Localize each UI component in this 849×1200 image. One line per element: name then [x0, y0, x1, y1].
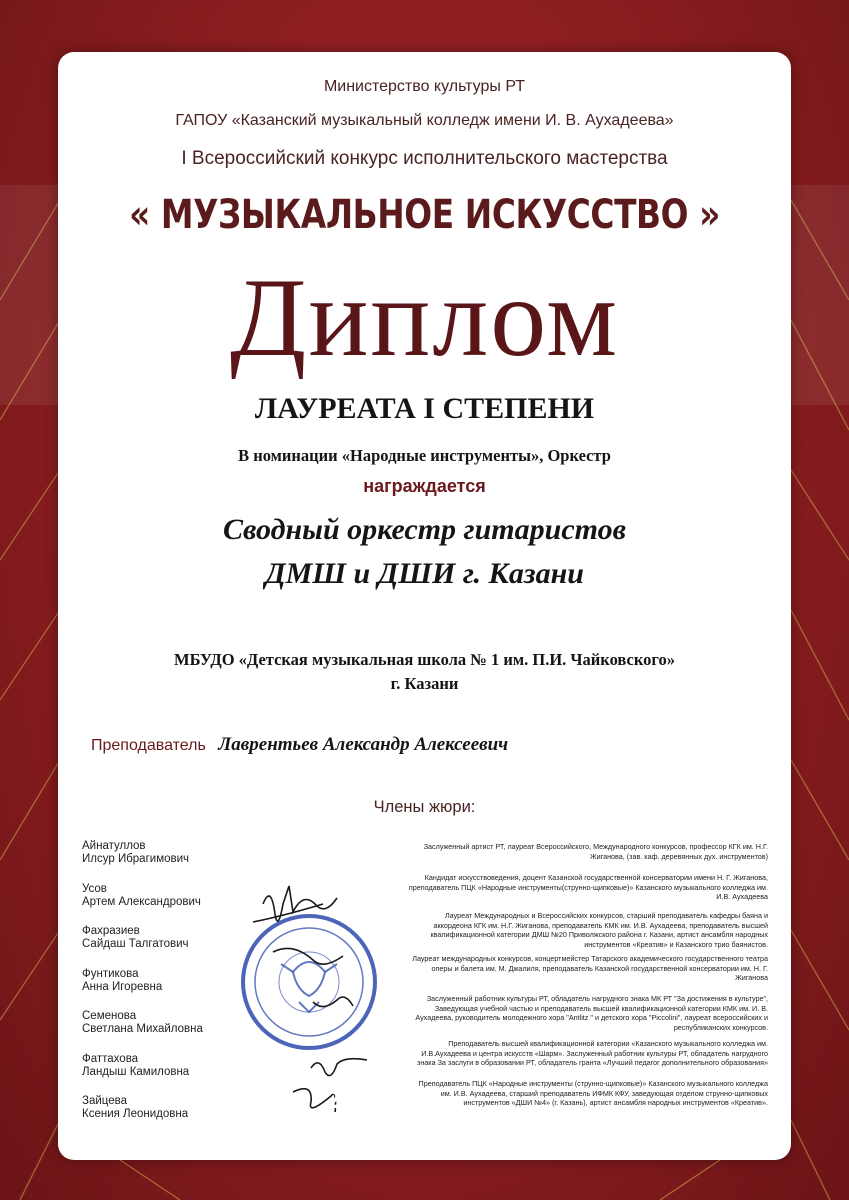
- jury-surname: Фаттахова: [82, 1052, 139, 1065]
- jury-given-name: Илсур Ибрагимович: [82, 853, 190, 865]
- jury-surname: Фунтикова: [82, 967, 139, 980]
- awarded-line: награждается: [363, 476, 486, 496]
- teacher-name: Лаврентьев Александр Алексеевич: [218, 734, 509, 755]
- jury-description: Лауреат Международных и Всероссийских конкурсов, старший преподаватель кафедры баяна и аккордеона КГК им. Н.Г. Жиганова, преподаватель КМК им. И.В. Аухадеева, преподаватель высшей квалификационной категории ДМШ №20 Приволжского района г. Казани, артист ансамбля народных инструментов «Креатив» и Казанского трио баянистов.: [430, 911, 768, 949]
- diploma-card: [58, 52, 791, 1160]
- recipient-line-2: ДМШ и ДШИ г. Казани: [265, 557, 584, 590]
- contest-line: I Всероссийский конкурс исполнительского мастерства: [181, 148, 668, 169]
- teacher-row: [91, 734, 508, 756]
- school-name: [58, 648, 791, 696]
- jury-description: Лауреат международных конкурсов, концертмейстер Татарского академического государственного театра оперы и балета им. М. Джалиля, преподаватель Казанской государственной консерватории им. Н. Г. Жиганова: [412, 954, 768, 982]
- jury-description: Кандидат искусствоведения, доцент Казанской государственной консерватории имени Н. Г. Жиганова, преподаватель ПЦК «Народные инструменты(струнно-щипковые)» Казанского музыкального колледжа им. И.В. Аухадеева: [408, 873, 768, 901]
- nomination-line: В номинации «Народные инструменты», Оркестр: [238, 446, 611, 465]
- year-label: 2024 г.: [327, 1088, 406, 1114]
- jury-member: [82, 1010, 242, 1053]
- jury-member: [82, 840, 242, 883]
- jury-description: Заслуженный работник культуры РТ, обладатель нагрудного знака МК РТ "За достижения в культуре", Заведующая учебной частью и преподаватель высшей квалификационной категории КМК им. И. В. Аухадеева, руководитель молодежного хора "Antlitz " и детского хора "Piccolini", лауреат всероссийских и республиканских конкурсов.: [415, 994, 768, 1032]
- jury-surname: Айнатуллов: [82, 840, 146, 852]
- jury-given-name: Ландыш Камиловна: [82, 1065, 190, 1078]
- teacher-label: Преподаватель: [91, 737, 206, 754]
- ministry-line: Министерство культуры РТ: [323, 78, 526, 95]
- degree-heading: ЛАУРЕАТА I СТЕПЕНИ: [254, 392, 595, 425]
- jury-given-name: Сайдаш Талгатович: [82, 938, 189, 950]
- jury-given-name: Анна Игоревна: [82, 980, 163, 993]
- jury-surname: Усов: [82, 882, 107, 895]
- jury-surname: Семенова: [82, 1010, 137, 1022]
- diploma-heading: Диплом: [230, 256, 619, 380]
- jury-description: Преподаватель ПЦК «Народные инструменты (струнно-щипковые)» Казанского музыкального колледжа им. И.В. Аухадеева, старший преподаватель ИФМК КФУ, заведующая отделом струнно-щипковых инструментов «ДШИ №4» (г. Казань), артист ансамбля народных инструментов «Креатив».: [418, 1079, 768, 1107]
- school-line-1: МБУДО «Детская музыкальная школа № 1 им. П.И. Чайковского»: [174, 650, 675, 669]
- jury-surname: Фахразиев: [82, 925, 140, 937]
- jury-member: [82, 925, 242, 968]
- recipient-name: [58, 508, 791, 596]
- jury-description: Заслуженный артист РТ, лауреат Всероссийского, Международного конкурсов, профессор КГК им. Н.Г. Жиганова, (зав. каф. деревянных дух. инструментов): [423, 842, 768, 861]
- jury-surname: Зайцева: [82, 1095, 127, 1107]
- jury-member: [82, 883, 242, 926]
- jury-given-name: Светлана Михайловна: [82, 1023, 203, 1035]
- seal-and-signatures: [233, 882, 403, 1112]
- jury-member: [82, 968, 242, 1011]
- college-line: ГАПОУ «Казанский музыкальный колледж имени И. В. Аухадеева»: [175, 112, 674, 129]
- jury-given-name: Артем Александрович: [82, 895, 201, 908]
- jury-description: Преподаватель высшей квалификационной категории «Казанского музыкального колледжа им. И.В.Аухадеева и центра искусств «Шарм». Заслуженный работник культуры РТ, обладатель нагрудного знака За заслуги в образовании РТ, обладатель гранта «Лучший педагог дополнительного образования»: [417, 1039, 768, 1067]
- school-line-2: г. Казани: [390, 674, 459, 693]
- jury-given-name: Ксения Леонидовна: [82, 1108, 189, 1120]
- jury-title: Члены жюри:: [373, 798, 476, 816]
- contest-title: « МУЗЫКАЛЬНОЕ ИСКУССТВО »: [129, 192, 720, 238]
- recipient-line-1: Сводный оркестр гитаристов: [223, 513, 626, 546]
